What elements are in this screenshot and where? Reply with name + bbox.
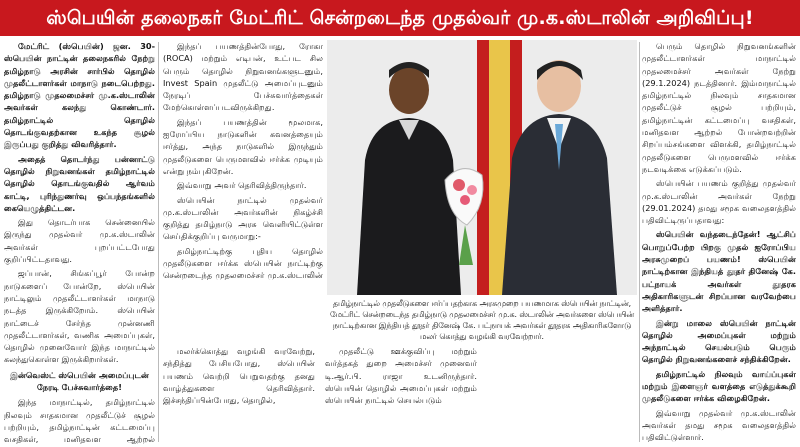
article-column-1 <box>4 40 155 445</box>
quote-paragraph: ஸ்பெயின் வந்தடைந்தேன்! ஆட்சிப் பொறுப்பேற்ற பிறகு முதல் ஐரோப்பிய அரசுமுறைப் பயணம்! ஸ்பெயின் நாட்டிற்கான இந்தியத் தூதர் தினேஷ் கே. பட்நாயக் அவர்கள் தூதரக அதிகாரிகளுடன் சிறப்பான வரவேற்பை அளித்தார். <box>642 229 796 314</box>
column-rule <box>158 42 159 442</box>
continuation-column <box>325 345 477 445</box>
headline-banner <box>0 0 800 38</box>
paragraph: ஸ்பெயின் நாட்டில் முதல்வர் மு.க.ஸ்டாலின் அவர்களின் நிகழ்ச்சி குறித்து தமிழ்நாடு அரசு வெளியிட்டுள்ள செய்திக்குறிப்பு வருமாறு:- <box>163 194 323 242</box>
subheading: இன்வெஸ்ட் ஸ்பெயின் அமைப்புடன் நேரடி பேச்சுவார்த்தை! <box>10 369 149 393</box>
quote-paragraph: இன்று மாலை ஸ்பெயின் நாட்டின் தொழில் அமைப்புகள் மற்றும் அந்நாட்டில் செயல்படும் பெரும் தொழில் நிறுவனங்களைச் சந்திக்கிறேன். <box>642 317 796 365</box>
photo-illustration <box>327 40 637 295</box>
continuation-column <box>163 345 315 445</box>
article-continuation <box>163 345 637 445</box>
paragraph: ஸ்பெயின் பயணம் குறித்து முதல்வர் மு.க.ஸ்டாலின் அவர்கள் நேற்று (29.01.2024) தமது சமூக வலைதளத்தில் பதிவிட்டிருப்பதாவது: <box>642 178 796 226</box>
paragraph: மலர்க்கொத்து வழங்கி வரவேற்று, சந்தித்து பேசியபோது, ஸ்பெயின் பயணம் வெற்றி பெறுவதற்கு தனது வாழ்த்துகளை தெரிவித்தார். இச்சந்திப்பின்போது, தொழில், <box>163 346 315 406</box>
paragraph: இந்தப் பயணத்தின் மூலமாக, ஐரோப்பிய நாடுகளின் கவனத்தையும் ஈர்த்து, அந்த நாடுகளில் இருந்தும் முதலீடுகளை பெருமளவில் ஈர்க்க முடியும் என்று நம்புகிறேன். <box>163 116 323 176</box>
paragraph: இவ்வாறு முதல்வர் மு.க.ஸ்டாலின் அவர்கள் தமது சமூக வலைதளத்தில் பதிவிட்டுள்ளார். <box>642 407 796 443</box>
quote-paragraph: தமிழ்நாட்டில் நிலவும் வாய்ப்புகள் மற்றும் இளைஞர் வளத்தை எடுத்துக்கூறி முதலீடுகளை ஈர்க்க விழைகிறேன். <box>642 368 796 404</box>
paragraph: பெரும் தொழில் நிறுவனங்களின் முதலீட்டாளர்கள் மாநாட்டில் முதலமைச்சர் அவர்கள் நேற்று (29.1.2024) நடத்தினார். இம்மாநாட்டில் தமிழ்நாட்டில் நிலவும் சாதகமான முதலீட்டுச் சூழல் பற்றியும், தமிழ்நாட்டின் கட்டமைப்பு வசதிகள், மனிதவள ஆற்றல் போன்றவற்றின் சிறப்பம்சங்களை விளக்கி, தமிழ்நாட்டில் முதலீடுகளை பெருமளவில் ஈர்க்க நடவடிக்கை எடுக்கப்படும். <box>642 41 796 174</box>
paragraph: ஜப்பான், சிங்கப்பூர் போன்ற நாடுகளைப் போன்றே, ஸ்பெயின் நாட்டிலும் முதலீட்டாளர்கள் மாநாடு நடத்த இருக்கிறோம். ஸ்பெயின் நாட்டைச் சேர்ந்த முன்னணி முதலீட்டாளர்கள், வணிக அமைப்புகள், தொழில் முனைவோர் இந்த மாநாட்டில் கலந்துகொள்ள இருக்கிறார்கள். <box>4 268 155 365</box>
paragraph: இது தொடர்பாக சென்னையில் இருந்து முதல்வர் மு.க.ஸ்டாலின் அவர்கள் புறப்பட்டபோது குறிப்பிட்டதாவது. <box>4 217 155 265</box>
paragraph: அதைத் தொடர்ந்து பன்னாட்டு தொழில் நிறுவனங்கள் தமிழ்நாட்டில் தொழில் தொடங்குவதில் ஆர்வம் காட்டி, புரிந்துணர்வு ஒப்பந்தங்களில் கையெழுத்திட்டன. <box>4 153 155 213</box>
paragraph: இந்தப் பயணத்தின்போது, ரோகா (ROCA) மற்றும் எடிபன், உட்பட சில பெரும் தொழில் நிறுவனங்களுடனும், Invest Spain முதலீட்டு அமைப்புடனும் நேரடிப் பேச்சுவார்த்தைகள் மேற்கொள்ளப்படவிருக்கிறது. <box>163 41 323 113</box>
article-column-2 <box>163 40 323 280</box>
paragraph: மேட்ரிட் (ஸ்பெயின்) ஜன. 30- ஸ்பெயின் நாட்டின் தலைநகரில் நேற்று தமிழ்நாடு அரசின் சார்பில் தொழில் முதலீட்டாளர்கள் மாநாடு நடைபெற்றது. தமிழ்நாடு முதலமைச்சர் மு.க.ஸ்டாலின் அவர்கள் கலந்து கொண்டார். தமிழ்நாட்டில் தொழில் தொடங்குவதற்கான உகந்த சூழல் இருப்பது குறித்து விவரித்தார். <box>4 41 155 150</box>
paragraph: தமிழ்நாட்டிற்கு புதிய தொழில் முதலீடுகளை ஈர்க்க ஸ்பெயின் நாட்டிற்கு சென்றடைந்த முதலமைச்சர் மு.க.ஸ்டாலின் <box>163 245 323 280</box>
column-rule <box>639 42 640 442</box>
paragraph: இவ்வாறு அவர் தெரிவித்திருந்தார். <box>177 180 307 191</box>
headline-text: ஸ்பெயின் தலைநகர் மேட்ரிட் சென்றடைந்த முதல்வர் மு.க.ஸ்டாலின் அறிவிப்பு! <box>46 7 754 29</box>
paragraph: முதலீட்டு ஊக்குவிப்பு மற்றும் வர்த்தகத் துறை அமைச்சர் முனைவர் டி.ஆர்.பி. ராஜா உடனிருந்தார். ஸ்பெயின் தொழில் அமைப்புகள் மற்றும் ஸ்பெயின் நாட்டில் செயல்படும் <box>325 346 477 406</box>
article-column-4 <box>642 40 796 445</box>
news-photo <box>327 40 637 295</box>
photo-caption: தமிழ்நாட்டில் முதலீடுகளை ஈர்ப்பதற்காக அரசுமுறை பயணமாக ஸ்பெயின் நாட்டின், மேட்ரிட் சென்றடைந்த தமிழ்நாடு முதலமைச்சர் மு.க. ஸ்டாலின் அவர்களை ஸ்பெயின் நாட்டிற்கான இந்தியத் தூதர் தினேஷ் கே. பட்நாயக் அவர்கள் தூதரக அதிகாரிகளோடு மலர் கொத்து வழங்கி வரவேற்றார். <box>330 299 634 341</box>
paragraph: இந்த மாநாட்டில், தமிழ்நாட்டில் நிலவும் சாதகமான முதலீட்டுச் சூழல் பற்றியும், தமிழ்நாட்டின் கட்டமைப்பு வசதிகள், மனிதவள ஆற்றல் <box>4 397 155 445</box>
